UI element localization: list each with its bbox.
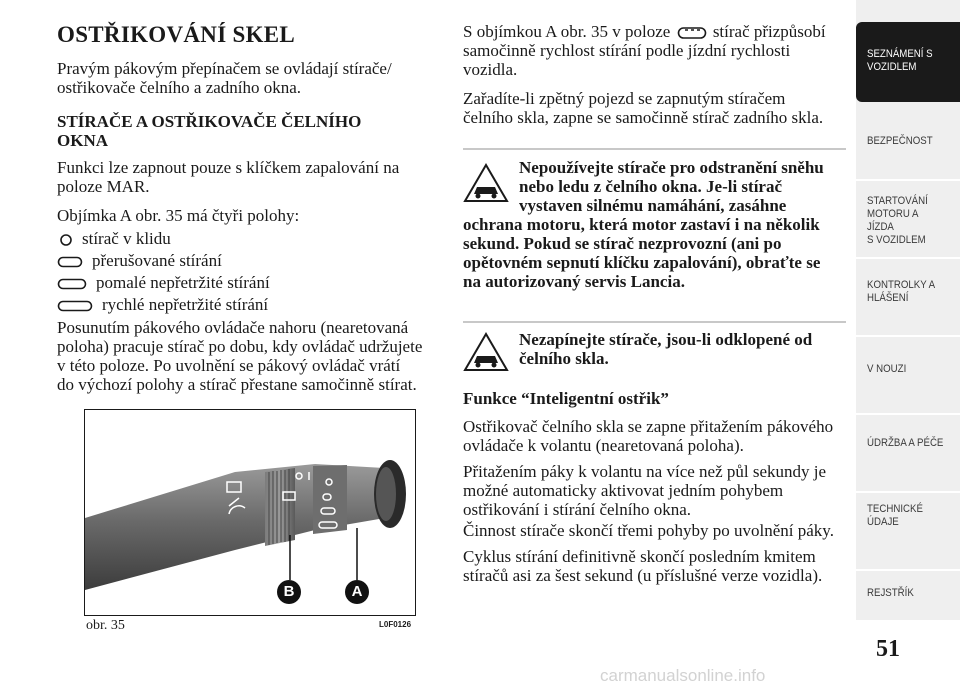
text-line: Cyklus stírání definitivně skončí posledním kmitem [463, 547, 816, 566]
subsection-title: Funkce “Inteligentní ostřik” [463, 389, 669, 408]
section-title [57, 112, 437, 150]
paragraph-three-strokes: Činnost stírače skončí třemi pohyby po uvolnění páky. [463, 521, 834, 540]
chapter-tab-vehicle-intro[interactable] [856, 22, 960, 102]
chapter-tab-safety[interactable] [856, 103, 960, 181]
chapter-tab-label [867, 135, 944, 148]
text-line: nebo ledu z čelního okna. Je-li stírač [519, 177, 783, 196]
text-line: ostřikování i stírání čelního okna. [463, 500, 692, 519]
position-label: rychlé nepřetržité stírání [102, 295, 269, 314]
text-line: ovládače k volantu (nearetovaná poloha). [463, 436, 744, 455]
figure-label-b: B [277, 580, 301, 604]
figure-code: L0F0126 [379, 620, 412, 629]
text-line: opětovném sepnutí klíčku zapalování), obraťte se [463, 253, 821, 272]
divider [463, 321, 846, 323]
watermark: carmanualsonline.info [600, 666, 766, 685]
paragraph-ignition [57, 158, 437, 196]
wiper-auto-icon [677, 25, 707, 41]
figure-caption: obr. 35 [86, 618, 125, 633]
tab-label-line: KONTROLKY A [867, 279, 936, 291]
tab-label-line: ÚDRŽBA A PÉČE [867, 437, 944, 449]
tab-label-line: S VOZIDLEM [867, 234, 926, 246]
chapter-tab-starting-driving[interactable] [856, 181, 960, 259]
position-label: přerušované stírání [92, 251, 222, 270]
text-line: v této poloze. Po uvolnění se pákový ovládač vrátí [57, 356, 401, 375]
chapter-tab-label [867, 503, 944, 529]
position-item-slow [57, 273, 270, 292]
page-number: 51 [876, 636, 900, 662]
wiper-intermittent-icon [57, 255, 83, 269]
tab-label-line: TECHNICKÉ [867, 503, 923, 515]
text-line: čelního skla, zapne se samočinně stírač zadního skla. [463, 108, 824, 127]
figure-35 [84, 409, 416, 616]
text-line [463, 22, 843, 41]
text-line: Funkci lze zapnout pouze s klíčkem zapalování na [57, 158, 400, 177]
tab-label-line: ÚDAJE [867, 516, 899, 528]
paragraph-positions-intro: Objímka A obr. 35 má čtyři polohy: [57, 206, 300, 225]
warning-car-icon [463, 331, 509, 373]
text-line: na autorizovaný servis Lancia. [463, 272, 685, 291]
chapter-tab-emergency[interactable] [856, 337, 960, 415]
divider [463, 148, 846, 150]
wiper-off-icon [59, 233, 73, 247]
tab-label-line: MOTORU A JÍZDA [867, 208, 918, 233]
paragraph-rear-wiper [463, 89, 843, 127]
text-line: možné automaticky aktivovat jedním pohybem [463, 481, 784, 500]
text-line: stíračů asi za šest sekund (u příslušné verze vozidla). [463, 566, 823, 585]
tab-label-line: SEZNÁMENÍ S [867, 48, 933, 60]
section-title-line: STÍRAČE A OSTŘIKOVAČE ČELNÍHO [57, 112, 362, 131]
position-item-off [57, 229, 171, 248]
tab-label-line: BEZPEČNOST [867, 135, 933, 147]
chapter-tab-label [867, 363, 944, 376]
text-line: samočinně rychlost stírání podle jízdní rychlosti [463, 41, 791, 61]
chapter-tab-label [867, 48, 944, 74]
text-line: poloze MAR. [57, 177, 150, 196]
tab-label-line: STARTOVÁNÍ [867, 195, 928, 207]
text-line: do výchozí polohy a stírač přestane samočinně stírat. [57, 375, 417, 394]
position-label: pomalé nepřetržité stírání [96, 273, 270, 292]
paragraph-auto-speed [463, 22, 843, 79]
text-line: vystaven silnému namáhání, zasáhne [519, 196, 787, 215]
tab-label-line: HLÁŠENÍ [867, 292, 909, 304]
intro-paragraph [57, 59, 437, 97]
chapter-tab-label [867, 195, 944, 247]
wiper-slow-icon [57, 277, 87, 291]
text-fragment: S objímkou A obr. 35 v poloze [463, 22, 671, 41]
paragraph-pull-lever [463, 462, 853, 519]
warning-snow-ice [463, 158, 846, 291]
text-fragment: stírač přizpůsobí [712, 22, 826, 41]
position-label: stírač v klidu [82, 229, 171, 248]
chapter-tab-warning-lights[interactable] [856, 259, 960, 337]
warning-raised-wipers [519, 330, 849, 368]
text-line: čelního skla. [519, 349, 609, 368]
text-line: sekund. Pokud se stírač nezprovozní (ani po [463, 234, 782, 253]
text-line: Nepoužívejte stírače pro odstranění sněhu [519, 158, 824, 177]
text-line: Přitažením páky k volantu na více než půl sekundy je [463, 462, 827, 481]
paragraph-lever [57, 318, 447, 394]
tab-label-line: V NOUZI [867, 363, 907, 375]
paragraph-cycle-end [463, 547, 853, 585]
intro-line: Pravým pákovým přepínačem se ovládají stírače/ [57, 59, 392, 78]
text-line: Nezapínejte stírače, jsou-li odklopené od [519, 330, 813, 349]
wiper-fast-icon [57, 299, 93, 313]
text-line: Zařadíte-li zpětný pojezd se zapnutým stíračem [463, 89, 786, 108]
chapter-tab-label [867, 437, 944, 450]
chapter-tab-index[interactable] [856, 571, 960, 619]
text-line: vozidla. [463, 60, 518, 80]
tab-label-line: REJSTŘÍK [867, 587, 914, 599]
paragraph-washer [463, 417, 853, 455]
text-line: Posunutím pákového ovládače nahoru (nearetovaná [57, 318, 409, 337]
position-item-intermittent [57, 251, 222, 270]
text-line: Ostřikovač čelního skla se zapne přitažením pákového [463, 417, 834, 436]
section-title-line: OKNA [57, 131, 108, 150]
chapter-tab-technical-data[interactable] [856, 493, 960, 571]
tab-label-line: VOZIDLEM [867, 61, 917, 73]
text-line: ochrana motoru, která motor zastaví i na několik [463, 215, 820, 234]
text-line: poloha) pracuje stírač po dobu, kdy ovládač udržujete [57, 337, 423, 356]
intro-line: ostřikovače čelního a zadního okna. [57, 78, 302, 97]
figure-label-a: A [345, 580, 369, 604]
page-title: OSTŘIKOVÁNÍ SKEL [57, 22, 296, 47]
chapter-tab-maintenance[interactable] [856, 415, 960, 493]
chapter-tab-label [867, 279, 944, 305]
chapter-tab-label [867, 587, 944, 600]
position-item-fast [57, 295, 268, 314]
